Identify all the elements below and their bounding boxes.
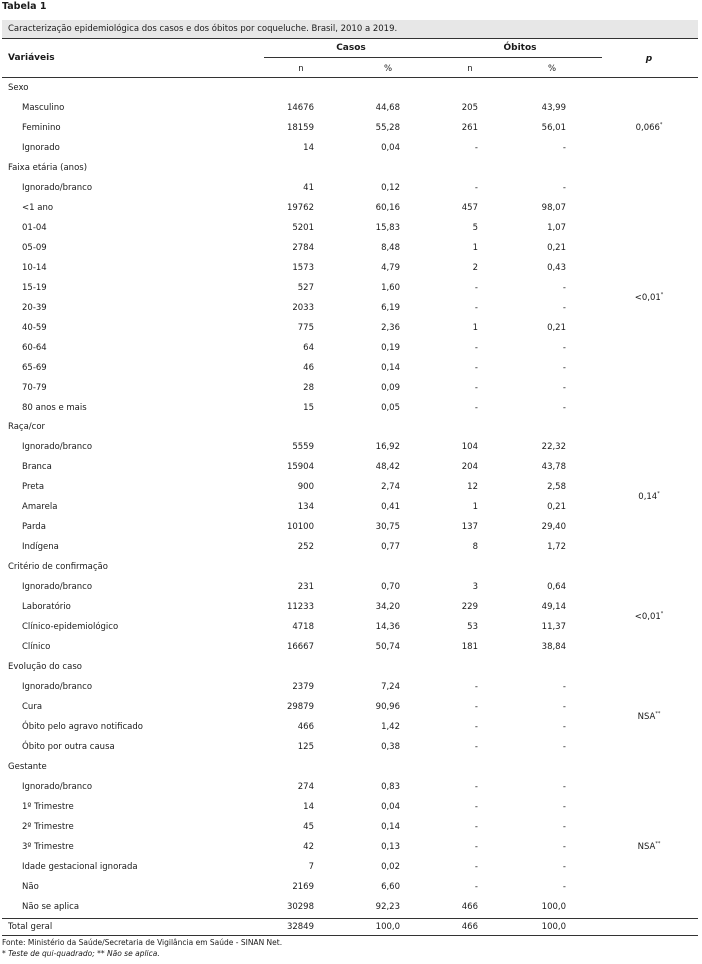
cases-pct-cell: 0,02 — [381, 862, 400, 872]
deaths-pct-cell: 49,14 — [541, 602, 566, 612]
p-value-text: NSA — [637, 711, 656, 722]
deaths-n-cell: 1 — [472, 502, 478, 512]
cases-n-cell: 14 — [303, 143, 314, 153]
total-deaths-n: 466 — [461, 922, 478, 932]
deaths-n-cell: 104 — [461, 442, 478, 452]
footnote-source: Fonte: Ministério da Saúde/Secretaria de Vigilância em Saúde - SINAN Net. — [2, 938, 283, 947]
cases-pct-cell: 2,74 — [381, 482, 400, 492]
cases-n-cell: 7 — [308, 862, 314, 872]
cases-pct-cell: 0,41 — [381, 502, 400, 512]
cases-n-cell: 15 — [303, 403, 314, 413]
header-cases: Casos — [336, 43, 366, 53]
row-label: 10-14 — [22, 263, 47, 273]
header-top-rule — [2, 38, 698, 39]
row-label: Clínico — [22, 642, 51, 652]
row-label: Indígena — [22, 542, 59, 552]
deaths-pct-cell: 29,40 — [541, 522, 566, 532]
header-deaths-n: n — [467, 64, 473, 74]
deaths-pct-cell: 11,37 — [541, 622, 566, 632]
deaths-pct-cell: - — [562, 882, 566, 892]
total-label: Total geral — [8, 922, 53, 932]
row-label: 01-04 — [22, 223, 47, 233]
cases-n-cell: 46 — [303, 363, 314, 373]
cases-n-cell: 19762 — [286, 203, 314, 213]
cases-pct-cell: 34,20 — [375, 602, 400, 612]
p-value-mark: ** — [655, 711, 661, 717]
p-value-text: NSA — [637, 841, 656, 852]
cases-pct-cell: 0,13 — [381, 842, 400, 852]
cases-n-cell: 775 — [297, 323, 314, 333]
cases-n-cell: 2169 — [292, 882, 314, 892]
deaths-n-cell: 466 — [461, 902, 478, 912]
row-label: 3º Trimestre — [22, 842, 74, 852]
deaths-pct-cell: 56,01 — [541, 123, 566, 133]
cases-n-cell: 252 — [297, 542, 314, 552]
deaths-pct-cell: - — [562, 383, 566, 393]
deaths-pct-cell: 1,07 — [547, 223, 566, 233]
cases-n-cell: 5559 — [292, 442, 314, 452]
deaths-pct-cell: - — [562, 343, 566, 353]
row-label: Não — [22, 882, 39, 892]
deaths-n-cell: 261 — [461, 123, 478, 133]
table-label: Tabela 1 — [2, 1, 47, 12]
cases-n-cell: 29879 — [286, 702, 314, 712]
p-value-text: <0,01 — [634, 611, 661, 622]
deaths-pct-cell: 0,21 — [547, 502, 566, 512]
deaths-n-cell: - — [474, 183, 478, 193]
deaths-n-cell: - — [474, 403, 478, 413]
cases-n-cell: 466 — [297, 722, 314, 732]
cases-pct-cell: 0,04 — [381, 143, 400, 153]
cases-n-cell: 18159 — [286, 123, 314, 133]
cases-pct-cell: 0,05 — [381, 403, 400, 413]
cases-n-cell: 2784 — [292, 243, 314, 253]
deaths-n-cell: - — [474, 682, 478, 692]
row-label: Laboratório — [22, 602, 71, 612]
deaths-pct-cell: 38,84 — [541, 642, 566, 652]
deaths-pct-cell: 1,72 — [547, 542, 566, 552]
cases-n-cell: 45 — [303, 822, 314, 832]
cases-pct-cell: 0,70 — [381, 582, 400, 592]
cases-pct-cell: 0,09 — [381, 383, 400, 393]
cases-pct-cell: 55,28 — [375, 123, 400, 133]
p-value-text: 0,14 — [638, 491, 658, 502]
deaths-n-cell: 3 — [472, 582, 478, 592]
cases-pct-cell: 90,96 — [375, 702, 400, 712]
deaths-n-cell: - — [474, 722, 478, 732]
cases-pct-cell: 1,60 — [381, 283, 400, 293]
cases-n-cell: 231 — [297, 582, 314, 592]
row-label: 40-59 — [22, 323, 47, 333]
total-top-rule — [2, 918, 698, 919]
deaths-pct-cell: - — [562, 782, 566, 792]
row-label: 1º Trimestre — [22, 802, 74, 812]
row-label: Óbito pelo agravo notificado — [22, 722, 143, 732]
deaths-pct-cell: - — [562, 283, 566, 293]
cases-n-cell: 28 — [303, 383, 314, 393]
deaths-pct-cell: 100,0 — [541, 902, 566, 912]
cases-n-cell: 16667 — [286, 642, 314, 652]
cases-n-cell: 125 — [297, 742, 314, 752]
row-label: Ignorado/branco — [22, 682, 93, 692]
category-label: Raça/cor — [8, 422, 46, 432]
p-value-text: 0,066 — [635, 122, 660, 133]
cases-n-cell: 900 — [297, 482, 314, 492]
total-deaths-pct: 100,0 — [541, 922, 566, 932]
row-label: Idade gestacional ignorada — [22, 862, 138, 872]
deaths-pct-cell: 98,07 — [541, 203, 566, 213]
row-label: Ignorado/branco — [22, 582, 93, 592]
cases-pct-cell: 0,83 — [381, 782, 400, 792]
row-label: Ignorado/branco — [22, 183, 93, 193]
deaths-n-cell: 229 — [461, 602, 478, 612]
deaths-pct-cell: 0,43 — [547, 263, 566, 273]
category-label: Sexo — [8, 83, 29, 93]
deaths-n-cell: 204 — [461, 462, 478, 472]
cases-pct-cell: 14,36 — [375, 622, 400, 632]
cases-n-cell: 1573 — [292, 263, 314, 273]
cases-pct-cell: 8,48 — [381, 243, 400, 253]
row-label: Parda — [22, 522, 46, 532]
deaths-n-cell: 5 — [472, 223, 478, 233]
cases-pct-cell: 2,36 — [381, 323, 400, 333]
category-label: Evolução do caso — [8, 662, 82, 672]
deaths-n-cell: 1 — [472, 243, 478, 253]
p-value-mark: * — [660, 292, 664, 298]
cases-pct-cell: 0,77 — [381, 542, 400, 552]
p-value-mark: * — [660, 611, 664, 617]
deaths-pct-cell: 0,21 — [547, 243, 566, 253]
cases-pct-cell: 6,60 — [381, 882, 400, 892]
deaths-n-cell: 2 — [472, 263, 478, 273]
cases-n-cell: 42 — [303, 842, 314, 852]
row-label: Ignorado/branco — [22, 442, 93, 452]
category-label: Gestante — [8, 762, 47, 772]
header-cases-n: n — [298, 64, 304, 74]
deaths-pct-cell: 43,99 — [541, 103, 566, 113]
row-label: 65-69 — [22, 363, 47, 373]
deaths-n-cell: 137 — [461, 522, 478, 532]
cases-pct-cell: 1,42 — [381, 722, 400, 732]
deaths-n-cell: 12 — [467, 482, 478, 492]
cases-pct-cell: 6,19 — [381, 303, 400, 313]
row-label: <1 ano — [22, 203, 54, 213]
row-label: Não se aplica — [22, 902, 80, 912]
header-variables: Variáveis — [8, 53, 55, 63]
cases-pct-cell: 0,04 — [381, 802, 400, 812]
row-label: 60-64 — [22, 343, 47, 353]
cases-pct-cell: 0,38 — [381, 742, 400, 752]
cases-pct-cell: 44,68 — [375, 103, 400, 113]
deaths-pct-cell: - — [562, 862, 566, 872]
p-value — [604, 122, 694, 133]
deaths-pct-cell: - — [562, 722, 566, 732]
row-label: Óbito por outra causa — [22, 742, 115, 752]
header-cases-pct: % — [383, 64, 393, 74]
deaths-n-cell: 181 — [461, 642, 478, 652]
deaths-pct-cell: 0,64 — [547, 582, 566, 592]
row-label: Clínico-epidemiológico — [22, 622, 119, 632]
header-bottom-rule — [2, 77, 698, 78]
header-deaths: Óbitos — [503, 43, 537, 53]
cases-pct-cell: 60,16 — [375, 203, 400, 213]
cases-n-cell: 2033 — [292, 303, 314, 313]
cases-pct-cell: 15,83 — [375, 223, 400, 233]
deaths-pct-cell: - — [562, 702, 566, 712]
deaths-pct-cell: 0,21 — [547, 323, 566, 333]
deaths-n-cell: - — [474, 143, 478, 153]
cases-n-cell: 64 — [303, 343, 314, 353]
row-label: 80 anos e mais — [22, 403, 87, 413]
deaths-pct-cell: 2,58 — [547, 482, 566, 492]
deaths-n-cell: - — [474, 862, 478, 872]
row-label: Amarela — [22, 502, 58, 512]
cases-pct-cell: 30,75 — [375, 522, 400, 532]
cases-n-cell: 11233 — [286, 602, 314, 612]
p-value-mark: ** — [655, 841, 661, 847]
row-label: Branca — [22, 462, 52, 472]
deaths-pct-cell: - — [562, 842, 566, 852]
cases-n-cell: 41 — [303, 183, 314, 193]
cases-pct-cell: 50,74 — [375, 642, 400, 652]
deaths-pct-cell: - — [562, 742, 566, 752]
deaths-n-cell: 53 — [467, 622, 478, 632]
cases-pct-cell: 92,23 — [375, 902, 400, 912]
footnote-notes: * Teste de qui-quadrado; ** Não se aplica. — [2, 949, 160, 958]
deaths-n-cell: 205 — [461, 103, 478, 113]
deaths-pct-cell: - — [562, 682, 566, 692]
table-bottom-rule — [2, 935, 698, 936]
deaths-n-cell: 8 — [472, 542, 478, 552]
cases-n-cell: 14676 — [286, 103, 314, 113]
deaths-pct-cell: - — [562, 802, 566, 812]
deaths-n-cell: - — [474, 882, 478, 892]
cases-pct-cell: 48,42 — [375, 462, 400, 472]
total-cases-pct: 100,0 — [375, 922, 400, 932]
cases-n-cell: 14 — [303, 802, 314, 812]
row-label: 70-79 — [22, 383, 47, 393]
p-value — [604, 841, 694, 852]
category-label: Faixa etária (anos) — [8, 163, 88, 173]
cases-n-cell: 30298 — [286, 902, 314, 912]
cases-pct-cell: 7,24 — [381, 682, 400, 692]
p-value — [604, 611, 694, 622]
row-label: Preta — [22, 482, 45, 492]
cases-n-cell: 15904 — [286, 462, 314, 472]
p-value-mark: * — [657, 491, 660, 497]
row-label: Ignorado/branco — [22, 782, 93, 792]
p-value — [604, 491, 694, 502]
header-deaths-pct: % — [547, 64, 557, 74]
row-label: 20-39 — [22, 303, 47, 313]
cases-pct-cell: 0,14 — [381, 363, 400, 373]
p-value-mark: * — [659, 122, 663, 128]
p-value — [604, 292, 694, 303]
cases-pct-cell: 0,19 — [381, 343, 400, 353]
deaths-n-cell: - — [474, 822, 478, 832]
cases-n-cell: 134 — [297, 502, 314, 512]
deaths-n-cell: - — [474, 842, 478, 852]
table-caption: Caracterização epidemiológica dos casos e dos óbitos por coqueluche. Brasil, 2010 a 2019. — [2, 20, 698, 38]
cases-pct-cell: 4,79 — [381, 263, 400, 273]
row-label: Ignorado — [22, 143, 60, 153]
deaths-n-cell: - — [474, 303, 478, 313]
deaths-pct-cell: - — [562, 143, 566, 153]
row-label: Feminino — [22, 123, 61, 133]
deaths-n-cell: 457 — [461, 203, 478, 213]
p-value — [604, 711, 694, 722]
deaths-n-cell: - — [474, 383, 478, 393]
row-label: Cura — [22, 702, 43, 712]
deaths-n-cell: - — [474, 782, 478, 792]
cases-n-cell: 527 — [297, 283, 314, 293]
cases-n-cell: 4718 — [292, 622, 314, 632]
header-p: p — [645, 54, 653, 64]
p-value-text: <0,01 — [634, 292, 661, 303]
deaths-n-cell: - — [474, 742, 478, 752]
row-label: 15-19 — [22, 283, 47, 293]
deaths-n-cell: 1 — [472, 323, 478, 333]
deaths-n-cell: - — [474, 343, 478, 353]
deaths-pct-cell: - — [562, 822, 566, 832]
cases-pct-cell: 0,14 — [381, 822, 400, 832]
deaths-n-cell: - — [474, 363, 478, 373]
cases-n-cell: 274 — [297, 782, 314, 792]
deaths-n-cell: - — [474, 283, 478, 293]
deaths-pct-cell: 43,78 — [541, 462, 566, 472]
deaths-pct-cell: 22,32 — [541, 442, 566, 452]
deaths-pct-cell: - — [562, 183, 566, 193]
category-label: Critério de confirmação — [8, 562, 108, 572]
total-cases-n: 32849 — [286, 922, 314, 932]
deaths-n-cell: - — [474, 802, 478, 812]
deaths-pct-cell: - — [562, 303, 566, 313]
cases-n-cell: 5201 — [292, 223, 314, 233]
header-group-rule — [264, 57, 602, 58]
cases-n-cell: 10100 — [286, 522, 314, 532]
row-label: 05-09 — [22, 243, 47, 253]
row-label: 2º Trimestre — [22, 822, 74, 832]
cases-pct-cell: 16,92 — [375, 442, 400, 452]
row-label: Masculino — [22, 103, 65, 113]
deaths-pct-cell: - — [562, 363, 566, 373]
cases-n-cell: 2379 — [292, 682, 314, 692]
cases-pct-cell: 0,12 — [381, 183, 400, 193]
deaths-n-cell: - — [474, 702, 478, 712]
deaths-pct-cell: - — [562, 403, 566, 413]
